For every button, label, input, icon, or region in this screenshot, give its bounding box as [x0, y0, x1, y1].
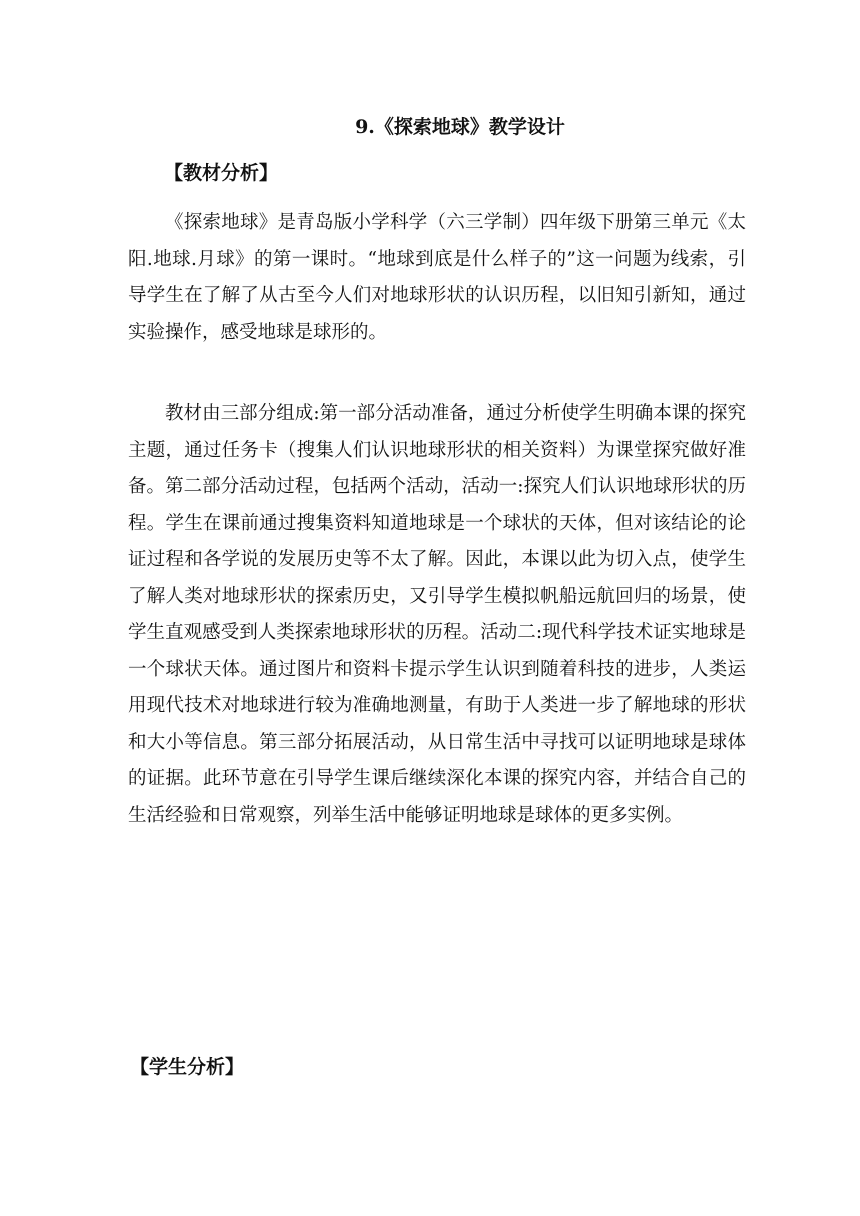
section-heading-material-analysis: 【教材分析】 [164, 162, 279, 184]
paragraph-structure: 教材由三部分组成:第一部分活动准备，通过分析使学生明确本课的探究主题，通过任务卡（搜集人们认识地球形状的相关资料）为课堂探究做好准备。第二部分活动过程，包括两个活动，活动一:探究人们认识地球形状的历程。学生在课前通过搜集资料知道地球是一个球状的天体，但对该结论的论证过程和各学说的发展历史等不太了解。因此，本课以此为切入点，使学生了解人类对地球形状的探索历史，又引导学生模拟帆船远航回归的场景，使学生直观感受到人类探索地球形状的历程。活动二:现代科学技术证实地球是一个球状天体。通过图片和资料卡提示学生认识到随着科技的进步，人类运用现代技术对地球进行较为准确地测量，有助于人类进一步了解地球的形状和大小等信息。第三部分拓展活动，从日常生活中寻找可以证明地球是球体的证据。此环节意在引导学生课后继续深化本课的探究内容，并结合自己的生活经验和日常观察，列举生活中能够证明地球是球体的更多实例。 [128, 403, 746, 826]
paragraph-intro: 《探索地球》是青岛版小学科学（六三学制）四年级下册第三单元《太阳.地球.月球》的第一课时。“地球到底是什么样子的”这一问题为线索，引导学生在了解了从古至今人们对地球形状的认识历程，以旧知引新知，通过实验操作，感受地球是球形的。 [128, 212, 746, 343]
document-title: 9.《探索地球》教学设计 [355, 116, 565, 138]
section-heading-student-analysis: 【学生分析】 [130, 1056, 245, 1078]
